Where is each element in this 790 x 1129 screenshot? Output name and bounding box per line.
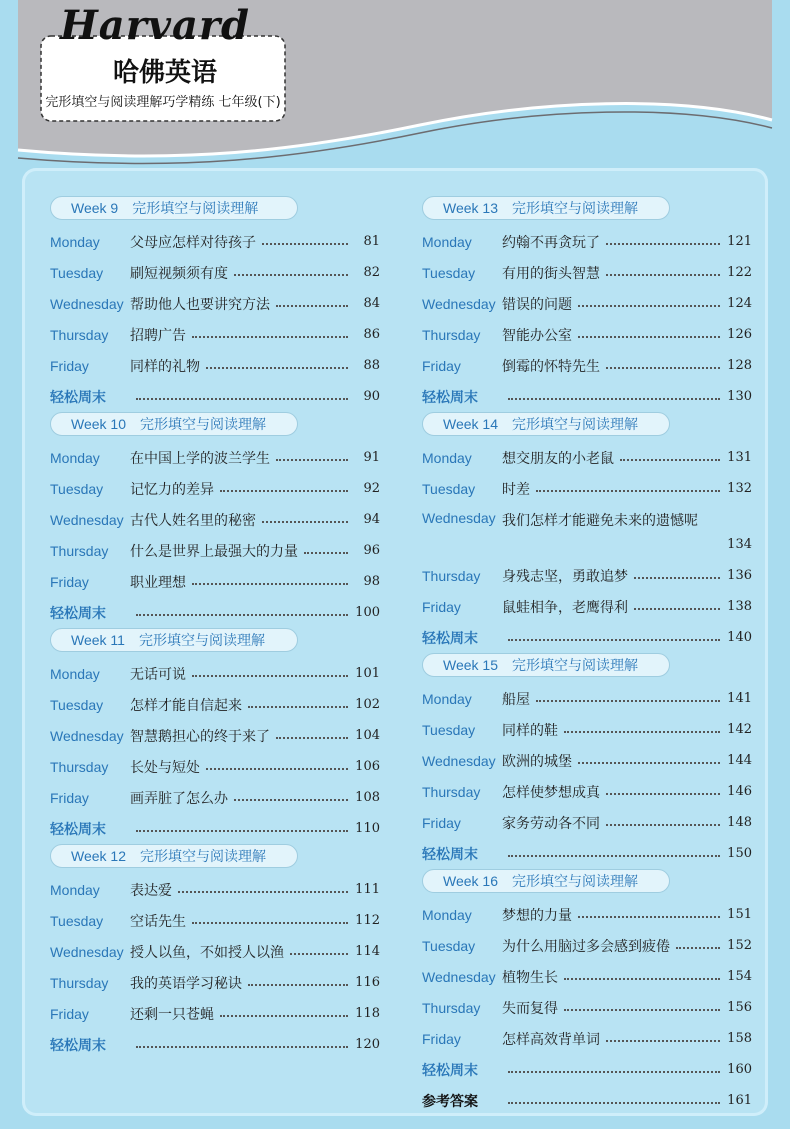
contents-row[interactable] — [50, 813, 380, 844]
day-label: 轻松周末 — [422, 846, 478, 863]
day-label: Tuesday — [50, 480, 104, 497]
leader-dots — [178, 891, 348, 893]
week-tag[interactable] — [422, 412, 670, 436]
leader-dots — [206, 367, 348, 369]
contents-row[interactable] — [50, 257, 380, 288]
leader-dots — [620, 459, 720, 461]
day-label: Thursday — [50, 974, 109, 991]
contents-row[interactable] — [50, 350, 380, 381]
page-number: 136 — [727, 568, 752, 583]
leader-dots — [508, 398, 720, 400]
lesson-title: 梦想的力量 — [502, 907, 572, 924]
leader-dots — [508, 855, 720, 857]
brand-logo: Harvard — [60, 2, 250, 49]
page-number: 158 — [727, 1031, 752, 1046]
week-tag[interactable] — [422, 869, 670, 893]
day-label: Thursday — [422, 783, 481, 800]
page-number: 104 — [355, 728, 380, 743]
leader-dots — [192, 922, 348, 924]
week-topic-label: 完形填空与阅读理解 — [512, 416, 638, 432]
lesson-title: 记忆力的差异 — [130, 481, 214, 498]
lesson-title: 怎样高效背单词 — [502, 1031, 600, 1048]
contents-row[interactable] — [422, 961, 752, 992]
contents-row[interactable] — [50, 905, 380, 936]
lesson-title: 错误的问题 — [502, 296, 572, 313]
lesson-title: 约翰不再贪玩了 — [502, 234, 600, 251]
week-number: Week 15 — [443, 657, 498, 673]
day-label: Monday — [422, 906, 472, 923]
contents-row[interactable] — [50, 658, 380, 689]
day-label: Friday — [50, 573, 89, 590]
week-section — [422, 412, 752, 653]
day-label: Friday — [422, 357, 461, 374]
page-number: 126 — [727, 327, 752, 342]
contents-row[interactable] — [422, 899, 752, 930]
brand-chinese-title: 哈佛英语 — [112, 58, 217, 88]
day-label: Tuesday — [50, 696, 104, 713]
lesson-title: 刷短视频须有度 — [130, 265, 228, 282]
week-tag[interactable] — [422, 653, 670, 677]
week-section — [50, 628, 380, 844]
lesson-title: 船屋 — [502, 691, 530, 708]
page-number: 111 — [355, 882, 380, 897]
day-label: Tuesday — [422, 264, 476, 281]
week-section — [50, 844, 380, 1060]
leader-dots — [276, 305, 348, 307]
page-number: 152 — [727, 938, 752, 953]
lesson-title: 我的英语学习秘诀 — [130, 975, 242, 992]
page-number: 160 — [727, 1062, 752, 1077]
day-label: Friday — [50, 789, 89, 806]
contents-row[interactable] — [422, 319, 752, 350]
day-label: Wednesday — [422, 295, 496, 312]
contents-row[interactable] — [422, 288, 752, 319]
page-number: 138 — [727, 599, 752, 614]
contents-row[interactable] — [50, 874, 380, 905]
leader-dots — [634, 608, 720, 610]
answers-label: 参考答案 — [422, 1093, 478, 1110]
day-label: Monday — [50, 665, 100, 682]
contents-row[interactable] — [422, 745, 752, 776]
leader-dots — [564, 1009, 720, 1011]
day-label: Monday — [50, 881, 100, 898]
page-number: 141 — [727, 691, 752, 706]
contents-row[interactable] — [50, 751, 380, 782]
week-number: Week 14 — [443, 416, 498, 432]
contents-row[interactable] — [50, 381, 380, 412]
leader-dots — [606, 793, 720, 795]
day-label: Monday — [422, 690, 472, 707]
week-section — [422, 196, 752, 412]
contents-row[interactable] — [422, 930, 752, 961]
contents-row[interactable] — [422, 776, 752, 807]
day-label: Monday — [50, 233, 100, 250]
lesson-title: 为什么用脑过多会感到疲倦 — [502, 938, 670, 955]
lesson-title: 倒霉的怀特先生 — [502, 358, 600, 375]
contents-row[interactable] — [50, 998, 380, 1029]
contents-row[interactable] — [50, 442, 380, 473]
lesson-title: 怎样才能自信起来 — [130, 697, 242, 714]
day-label: Friday — [50, 357, 89, 374]
day-label: Thursday — [50, 542, 109, 559]
right-column — [422, 196, 752, 1116]
week-section — [422, 869, 752, 1085]
day-label: Thursday — [50, 326, 109, 343]
contents-row[interactable] — [422, 714, 752, 745]
contents-row[interactable] — [422, 226, 752, 257]
leader-dots — [192, 675, 348, 677]
leader-dots — [606, 824, 720, 826]
day-label: 轻松周末 — [50, 605, 106, 622]
page-number: 118 — [355, 1006, 380, 1021]
page-number: 151 — [727, 907, 752, 922]
page-number: 100 — [355, 605, 380, 620]
page-number: 131 — [727, 450, 752, 465]
leader-dots — [192, 583, 348, 585]
page-number: 128 — [727, 358, 752, 373]
week-tag[interactable] — [50, 412, 298, 436]
lesson-title: 招聘广告 — [130, 327, 186, 344]
page-number: 82 — [363, 265, 380, 280]
contents-row[interactable] — [422, 1023, 752, 1054]
lesson-title: 同样的鞋 — [502, 722, 558, 739]
page-number: 114 — [355, 944, 380, 959]
leader-dots — [304, 552, 348, 554]
lesson-title: 鼠蛙相争，老鹰得利 — [502, 599, 628, 616]
contents-row[interactable] — [50, 288, 380, 319]
day-label: 轻松周末 — [50, 1037, 106, 1054]
lesson-title: 什么是世界上最强大的力量 — [130, 543, 298, 560]
page-number: 140 — [727, 630, 752, 645]
contents-row[interactable] — [50, 936, 380, 967]
contents-row[interactable] — [422, 622, 752, 653]
lesson-title: 父母应怎样对待孩子 — [130, 234, 256, 251]
lesson-title: 职业理想 — [130, 574, 186, 591]
lesson-title: 还剩一只苍蝇 — [130, 1006, 214, 1023]
week-topic-label: 完形填空与阅读理解 — [140, 848, 266, 864]
page-number: 120 — [355, 1037, 380, 1052]
week-section — [50, 412, 380, 628]
page-number: 122 — [727, 265, 752, 280]
contents-row[interactable] — [422, 591, 752, 622]
page-number: 110 — [355, 821, 380, 836]
page-number: 102 — [355, 697, 380, 712]
leader-dots — [578, 336, 720, 338]
leader-dots — [136, 1046, 348, 1048]
week-section — [422, 653, 752, 869]
lesson-title: 同样的礼物 — [130, 358, 200, 375]
week-section — [50, 196, 380, 412]
day-label: Tuesday — [422, 937, 476, 954]
week-number: Week 11 — [71, 632, 125, 648]
contents-row[interactable] — [422, 807, 752, 838]
week-number: Week 9 — [71, 200, 119, 216]
leader-dots — [564, 978, 720, 980]
day-label: 轻松周末 — [422, 630, 478, 647]
contents-row[interactable] — [50, 504, 380, 535]
day-label: 轻松周末 — [422, 389, 478, 406]
page-number: 84 — [363, 296, 380, 311]
book-subtitle: 完形填空与阅读理解巧学精练 七年级(下) — [45, 95, 281, 110]
page-number: 142 — [727, 722, 752, 737]
leader-dots — [290, 953, 348, 955]
leader-dots — [136, 398, 348, 400]
lesson-title: 家务劳动各不同 — [502, 815, 600, 832]
leader-dots — [136, 614, 348, 616]
week-tag[interactable] — [422, 196, 670, 220]
page-number: 101 — [355, 666, 380, 681]
week-topic-label: 完形填空与阅读理解 — [512, 873, 638, 889]
leader-dots — [234, 274, 348, 276]
leader-dots — [536, 490, 720, 492]
day-label: Tuesday — [422, 721, 476, 738]
leader-dots — [220, 490, 348, 492]
week-topic-label: 完形填空与阅读理解 — [132, 200, 259, 216]
contents-row[interactable] — [422, 992, 752, 1023]
leader-dots — [248, 984, 348, 986]
day-label: Friday — [50, 1005, 89, 1022]
lesson-title: 我们怎样才能避免未来的遗憾呢 — [502, 513, 698, 529]
lesson-title: 智慧鹅担心的终于来了 — [130, 728, 270, 745]
lesson-title: 欧洲的城堡 — [502, 753, 572, 770]
day-label: 轻松周末 — [50, 821, 106, 838]
day-label: Wednesday — [422, 510, 496, 526]
lesson-title: 身残志坚，勇敢追梦 — [502, 568, 628, 585]
contents-row[interactable] — [50, 535, 380, 566]
contents-row[interactable] — [50, 720, 380, 751]
week-number: Week 13 — [443, 200, 498, 216]
day-label: 轻松周末 — [50, 389, 106, 406]
leader-dots — [578, 762, 720, 764]
day-label: Friday — [422, 814, 461, 831]
leader-dots — [136, 830, 348, 832]
page-number: 92 — [363, 481, 380, 496]
page-number: 146 — [727, 784, 752, 799]
contents-row[interactable] — [422, 442, 752, 473]
day-label: Tuesday — [50, 264, 104, 281]
contents-row[interactable] — [50, 473, 380, 504]
lesson-title: 长处与短处 — [130, 759, 200, 776]
leader-dots — [206, 768, 348, 770]
day-label: Friday — [422, 598, 461, 615]
week-number: Week 16 — [443, 873, 498, 889]
lesson-title: 有用的街头智慧 — [502, 265, 600, 282]
contents-row[interactable] — [422, 473, 752, 504]
leader-dots — [262, 243, 348, 245]
contents-row[interactable] — [422, 350, 752, 381]
lesson-title: 在中国上学的波兰学生 — [130, 450, 270, 467]
lesson-title: 画弄脏了怎么办 — [130, 790, 228, 807]
leader-dots — [508, 1071, 720, 1073]
day-label: Monday — [50, 449, 100, 466]
day-label: Wednesday — [50, 295, 124, 312]
week-tag[interactable] — [50, 628, 298, 652]
contents-row[interactable] — [422, 381, 752, 412]
day-label: Wednesday — [422, 752, 496, 769]
day-label: Wednesday — [50, 943, 124, 960]
day-label: 轻松周末 — [422, 1062, 478, 1079]
page-number: 91 — [363, 450, 380, 465]
contents-row[interactable] — [50, 782, 380, 813]
day-label: Monday — [422, 449, 472, 466]
leader-dots — [606, 274, 720, 276]
page-number: 90 — [363, 389, 380, 404]
leader-dots — [606, 243, 720, 245]
lesson-title: 表达爱 — [130, 882, 172, 899]
leader-dots — [564, 731, 720, 733]
page-number: 124 — [727, 296, 752, 311]
page-number: 94 — [363, 512, 380, 527]
leader-dots — [192, 336, 348, 338]
day-label: Friday — [422, 1030, 461, 1047]
day-label: Tuesday — [422, 480, 476, 497]
contents-row[interactable] — [50, 226, 380, 257]
contents-row[interactable] — [422, 683, 752, 714]
contents-row[interactable] — [422, 504, 752, 560]
lesson-title: 空话先生 — [130, 913, 186, 930]
day-label: Thursday — [422, 326, 481, 343]
leader-dots — [634, 577, 720, 579]
leader-dots — [508, 1102, 720, 1104]
page-number: 154 — [727, 969, 752, 984]
day-label: Monday — [422, 233, 472, 250]
lesson-title: 智能办公室 — [502, 327, 572, 344]
page-number: 96 — [363, 543, 380, 558]
page-number: 130 — [727, 389, 752, 404]
contents-row[interactable] — [50, 597, 380, 628]
leader-dots — [234, 799, 348, 801]
leader-dots — [676, 947, 720, 949]
leader-dots — [606, 367, 720, 369]
week-number: Week 10 — [71, 416, 126, 432]
page-number: 106 — [355, 759, 380, 774]
week-tag[interactable] — [50, 844, 298, 868]
leader-dots — [262, 521, 348, 523]
day-label: Wednesday — [50, 511, 124, 528]
lesson-title: 授人以鱼，不如授人以渔 — [130, 944, 284, 961]
day-label: Thursday — [422, 567, 481, 584]
leader-dots — [248, 706, 348, 708]
page-number: 144 — [727, 753, 752, 768]
leader-dots — [276, 737, 348, 739]
contents-row[interactable] — [422, 560, 752, 591]
leader-dots — [536, 700, 720, 702]
day-label: Wednesday — [422, 968, 496, 985]
contents-row[interactable] — [50, 967, 380, 998]
contents-row[interactable] — [50, 1029, 380, 1060]
page-number: 108 — [355, 790, 380, 805]
week-topic-label: 完形填空与阅读理解 — [138, 632, 265, 648]
contents-row[interactable] — [50, 319, 380, 350]
lesson-title: 怎样使梦想成真 — [502, 784, 600, 801]
page-number: 88 — [363, 358, 380, 373]
contents-row[interactable] — [422, 257, 752, 288]
page-number: 161 — [727, 1093, 752, 1108]
week-number: Week 12 — [71, 848, 126, 864]
leader-dots — [220, 1015, 348, 1017]
week-topic-label: 完形填空与阅读理解 — [140, 416, 266, 432]
lesson-title: 想交朋友的小老鼠 — [502, 450, 614, 467]
leader-dots — [508, 639, 720, 641]
contents-row[interactable] — [50, 689, 380, 720]
page-number: 81 — [363, 234, 380, 249]
lesson-title: 植物生长 — [502, 969, 558, 986]
page-number: 116 — [355, 975, 380, 990]
lesson-title: 无话可说 — [130, 666, 186, 683]
week-tag[interactable] — [50, 196, 298, 220]
lesson-title: 帮助他人也要讲究方法 — [130, 296, 270, 313]
contents-row[interactable] — [50, 566, 380, 597]
lesson-title: 时差 — [502, 481, 530, 498]
day-label: Thursday — [422, 999, 481, 1016]
page-number: 156 — [727, 1000, 752, 1015]
page-number: 112 — [355, 913, 380, 928]
page-number: 132 — [727, 481, 752, 496]
contents-row[interactable] — [422, 1054, 752, 1085]
answers-row[interactable] — [422, 1085, 752, 1116]
week-topic-label: 完形填空与阅读理解 — [512, 200, 638, 216]
week-topic-label: 完形填空与阅读理解 — [512, 657, 638, 673]
leader-dots — [606, 1040, 720, 1042]
day-label: Wednesday — [50, 727, 124, 744]
day-label: Tuesday — [50, 912, 104, 929]
day-label: Thursday — [50, 758, 109, 775]
page-number: 98 — [363, 574, 380, 589]
lesson-title: 古代人姓名里的秘密 — [130, 512, 256, 529]
lesson-title: 失而复得 — [502, 1000, 558, 1017]
page-number: 121 — [727, 234, 752, 249]
page-number: 148 — [727, 815, 752, 830]
page-number: 134 — [727, 537, 752, 552]
leader-dots — [276, 459, 348, 461]
contents-row[interactable] — [422, 838, 752, 869]
leader-dots — [578, 305, 720, 307]
page-number: 150 — [727, 846, 752, 861]
leader-dots — [578, 916, 720, 918]
left-column — [50, 196, 380, 1060]
page-number: 86 — [363, 327, 380, 342]
